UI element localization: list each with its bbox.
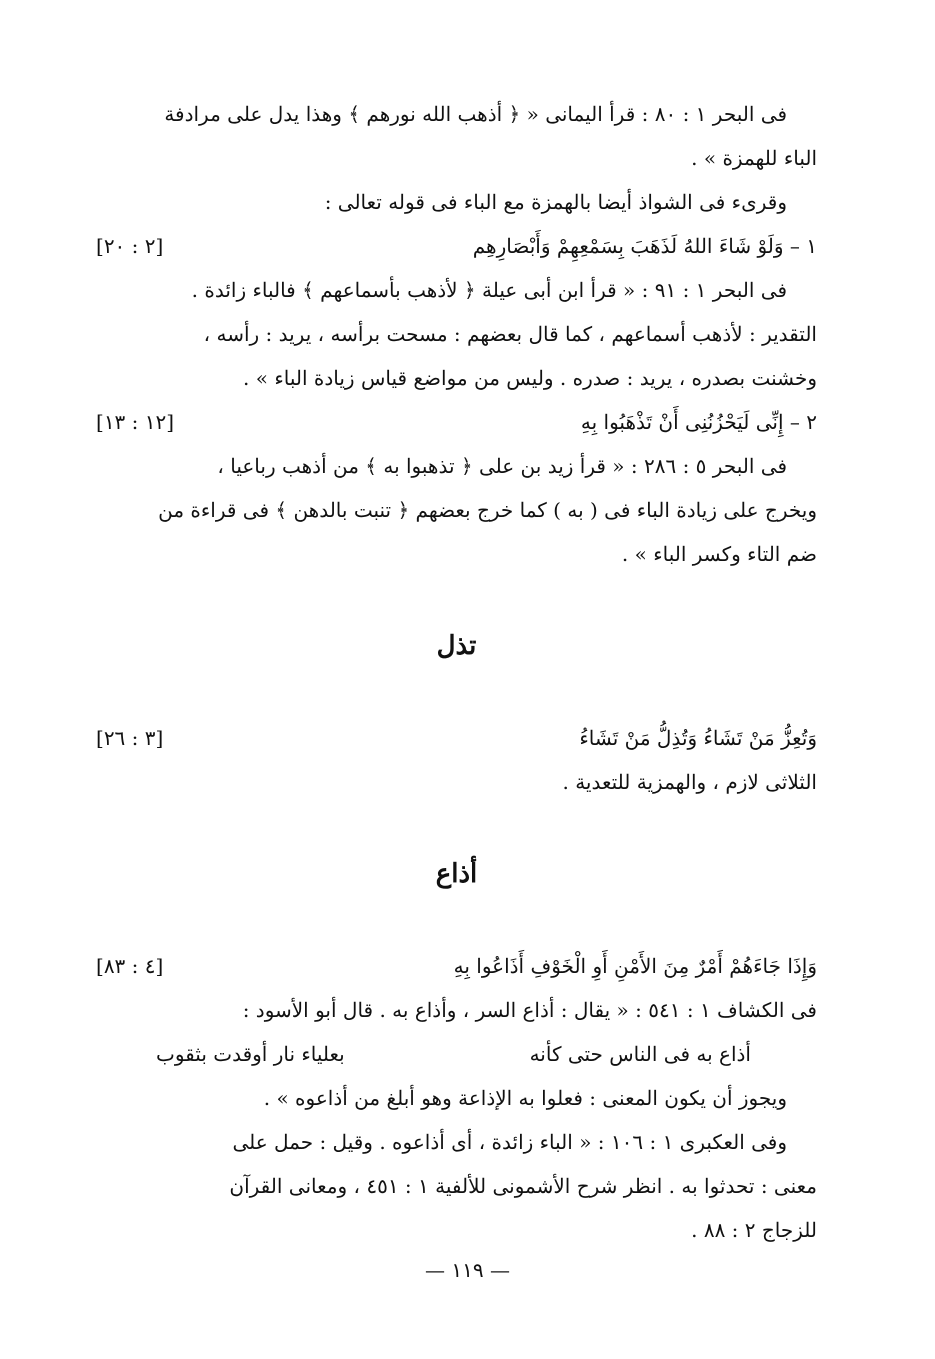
- poem-hemistich-second: بعلياء نار أوقدت بثقوب: [156, 1042, 345, 1066]
- text-line: التقدير : لأذهب أسماعهم ، كما قال بعضهم : مسحت برأسه ، يريد : رأسه ،: [203, 322, 817, 346]
- text-line: الباء للهمزة » .: [691, 146, 817, 170]
- text-line: الثلاثى لازم ، والهمزية للتعدية .: [562, 770, 817, 794]
- text-line: وفى العكبرى ١ : ١٠٦ : « الباء زائدة ، أى أذاعوه . وقيل : حمل على: [232, 1130, 787, 1154]
- quran-verse-3: [96, 716, 817, 760]
- section-heading: تذل: [436, 631, 477, 661]
- verse-reference: [٤ : ٨٣]: [96, 954, 164, 978]
- text-line: ضم التاء وكسر الباء » .: [621, 542, 817, 566]
- text-line: وقرىء فى الشواذ أيضا بالهمزة مع الباء فى قوله تعالى :: [324, 190, 787, 214]
- text-line: ويخرج على زيادة الباء فى ( به ) كما خرج بعضهم ﴿ تنبت بالدهن ﴾ فى قراءة من: [158, 498, 817, 522]
- text-line: وخشنت بصدره ، يريد : صدره . وليس من مواضع قياس زيادة الباء » .: [243, 366, 817, 390]
- quran-verse-4: [96, 944, 817, 988]
- poetry-verse: [96, 1032, 817, 1076]
- verse-reference: [١٢ : ١٣]: [96, 410, 175, 434]
- verse-text: وَإِذَا جَاءَهُمْ أَمْرٌ مِنَ الأَمْنِ أَوِ الْخَوْفِ أَذَاعُوا بِهِ: [453, 954, 817, 978]
- page-body: [96, 92, 817, 1252]
- text-line: ويجوز أن يكون المعنى : فعلوا به الإذاعة وهو أبلغ من أذاعوه » .: [263, 1086, 787, 1110]
- text-line: فى الكشاف ١ : ٥٤١ : « يقال : أذاع السر ، وأذاع به . قال أبو الأسود :: [242, 998, 817, 1022]
- section-heading: أذاع: [435, 859, 478, 889]
- verse-reference: [٢ : ٢٠]: [96, 234, 164, 258]
- quran-verse-2: [96, 400, 817, 444]
- text-line: فى البحر ٥ : ٢٨٦ : « قرأ زيد بن على ﴿ تذهبوا به ﴾ من أذهب رباعيا ،: [217, 454, 787, 478]
- text-line: للزجاج ٢ : ٨٨ .: [691, 1218, 817, 1242]
- verse-text: وَتُعِزُّ مَنْ تَشَاءُ وَتُذِلُّ مَنْ تَشَاءُ: [579, 726, 817, 750]
- text-line: فى البحر ١ : ٨٠ : قرأ اليمانى « ﴿ أذهب الله نورهم ﴾ وهذا يدل على مرادفة: [164, 102, 787, 126]
- text-line: معنى : تحدثوا به . انظر شرح الأشمونى للألفية ١ : ٤٥١ ، ومعانى القرآن: [229, 1174, 817, 1198]
- verse-text: ٢ – إِنِّى لَيَحْزُنُنِى أَنْ تَذْهَبُوا بِهِ: [580, 410, 817, 434]
- quran-verse-1: [96, 224, 817, 268]
- verse-text: ١ – وَلَوْ شَاءَ اللهُ لَذَهَبَ بِسَمْعِهِمْ وَأَبْصَارِهِم: [472, 234, 817, 258]
- poem-hemistich-first: أذاع به فى الناس حتى كأنه: [529, 1042, 751, 1066]
- page-number: — ١١٩ —: [425, 1258, 510, 1282]
- verse-reference: [٣ : ٢٦]: [96, 726, 164, 750]
- text-line: فى البحر ١ : ٩١ : « قرأ ابن أبى عيلة ﴿ لأذهب بأسماعهم ﴾ فالباء زائدة .: [191, 278, 787, 302]
